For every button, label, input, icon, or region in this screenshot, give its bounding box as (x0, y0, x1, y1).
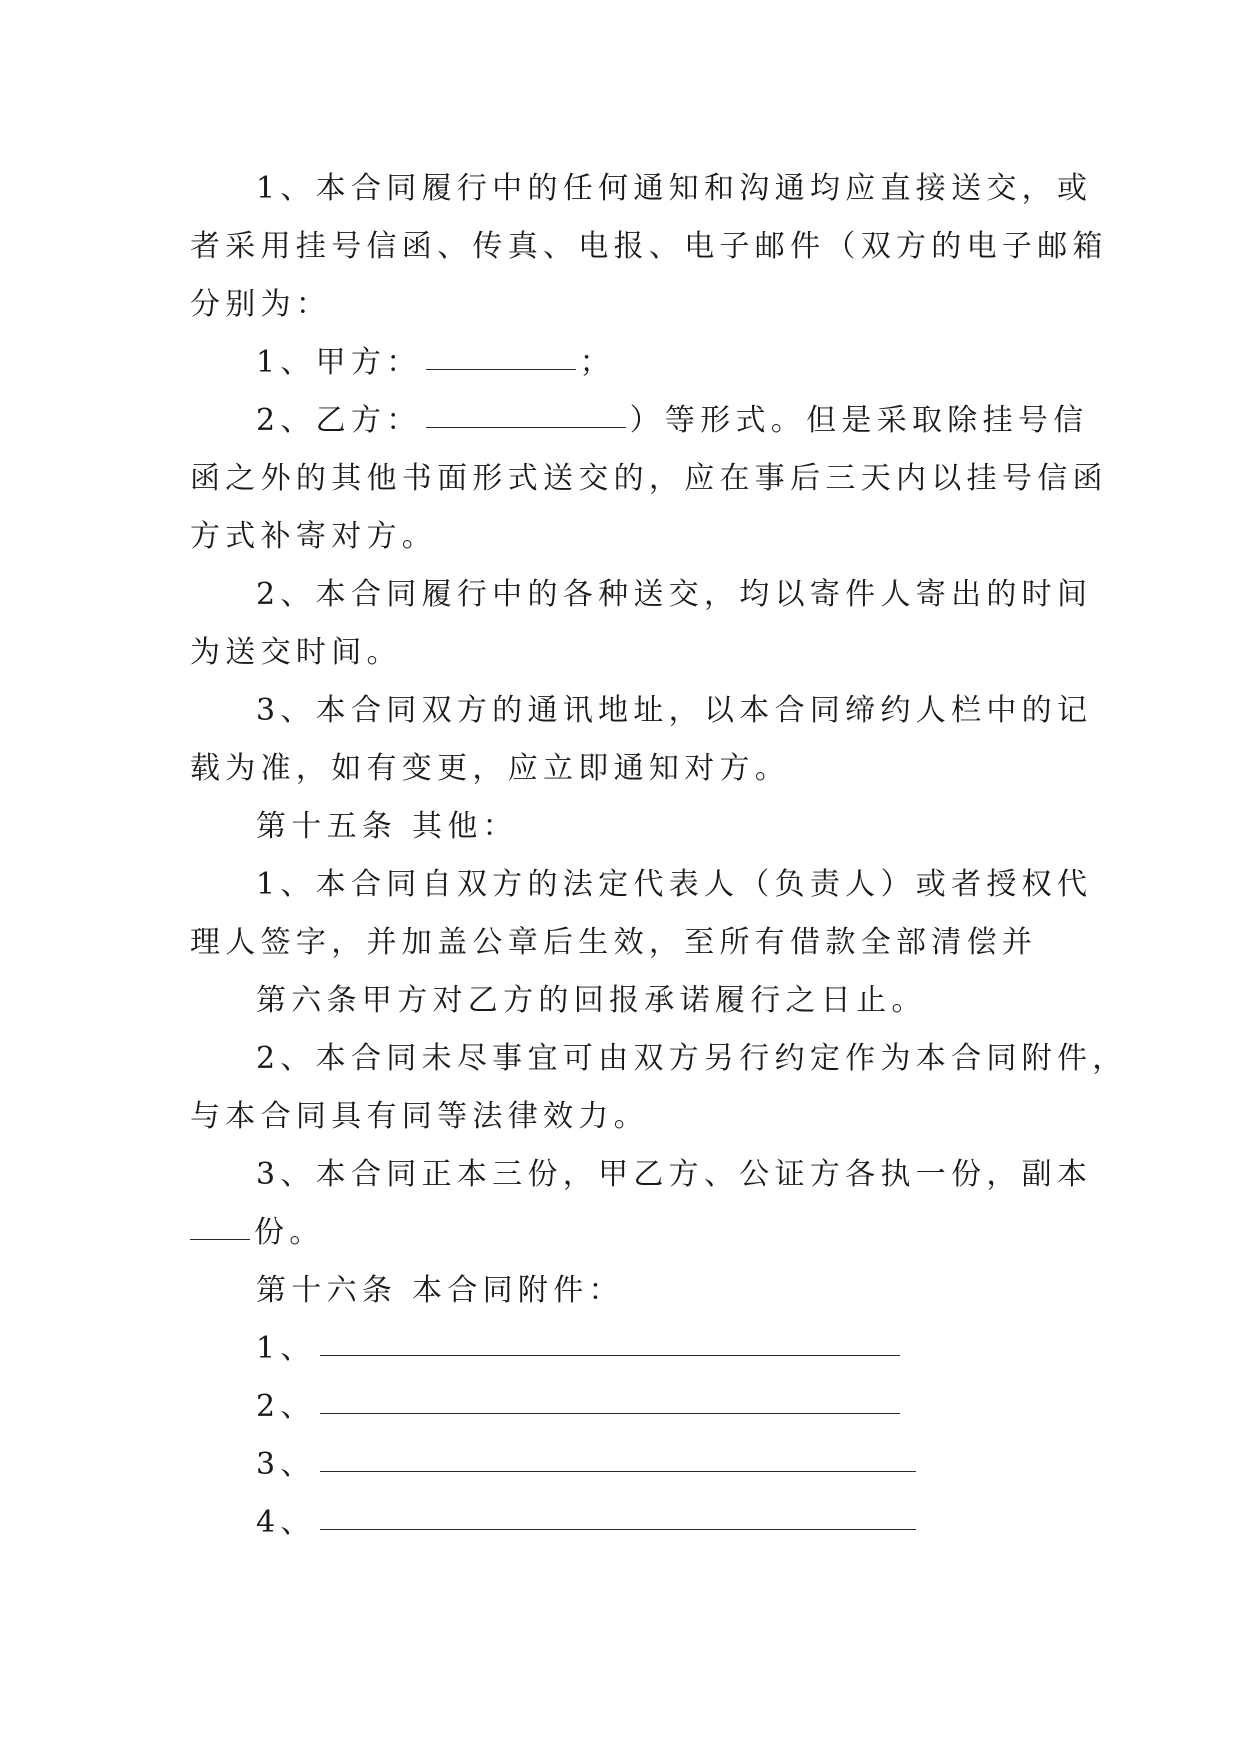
clause-15-3-line-1: 3、本合同正本三份，甲乙方、公证方各执一份，副本 (256, 1157, 1093, 1192)
attachment-2-number: 2、 (256, 1389, 316, 1424)
clause-15-1-line-2: 理人签字，并加盖公章后生效，至所有借款全部清偿并 (190, 925, 1038, 960)
attachment-4-line (190, 1494, 1060, 1552)
clause-15-3-line-2 (190, 1204, 1060, 1262)
party-b-email-blank (426, 397, 626, 428)
article-15-heading: 第十五条 其他： (256, 809, 518, 844)
attachment-3-line (190, 1436, 1060, 1494)
attachment-3-number: 3、 (256, 1447, 316, 1482)
copies-count-blank (190, 1209, 250, 1240)
clause-15-1-line-3: 第六条甲方对乙方的回报承诺履行之日止。 (256, 983, 927, 1018)
clause-14-1-line-2: 者采用挂号信函、传真、电报、电子邮件（双方的电子邮箱 (190, 229, 1108, 264)
party-b-email-line (190, 392, 1089, 450)
clause-15-2-line-1: 2、本合同未尽事宜可由双方另行约定作为本合同附件， (256, 1041, 1128, 1076)
attachment-4-number: 4、 (256, 1505, 316, 1540)
attachment-2-line (190, 1378, 1060, 1436)
clause-14-3-line-2: 载为准，如有变更，应立即通知对方。 (190, 751, 791, 786)
party-a-email-line (190, 334, 1060, 392)
attachment-3-blank (320, 1441, 916, 1472)
clause-14-3-line-1: 3、本合同双方的通讯地址，以本合同缔约人栏中的记 (256, 693, 1093, 728)
contract-body (190, 160, 1128, 1552)
party-a-email-blank (426, 339, 576, 370)
attachment-4-blank (320, 1499, 916, 1530)
party-a-label: 1、甲方： (256, 345, 422, 380)
article-16-heading: 第十六条 本合同附件： (256, 1273, 624, 1308)
attachment-2-blank (320, 1383, 900, 1414)
clause-14-2-line-1: 2、本合同履行中的各种送交，均以寄件人寄出的时间 (256, 577, 1093, 612)
clause-14-2-line-2: 为送交时间。 (190, 635, 402, 670)
clause-14-1-line-7: 方式补寄对方。 (190, 519, 438, 554)
clause-14-1-line-6: 函之外的其他书面形式送交的，应在事后三天内以挂号信函 (190, 461, 1108, 496)
attachment-1-number: 1、 (256, 1331, 316, 1366)
clause-14-1-line-1: 1、本合同履行中的任何通知和沟通均应直接送交，或 (256, 171, 1093, 206)
copies-suffix: 份。 (254, 1215, 325, 1250)
party-b-label: 2、乙方： (256, 403, 422, 438)
clause-15-1-line-1: 1、本合同自双方的法定代表人（负责人）或者授权代 (256, 867, 1093, 902)
party-b-suffix: ）等形式。但是采取除挂号信 (629, 403, 1089, 438)
clause-14-1-line-3: 分别为： (190, 287, 332, 322)
attachment-1-blank (320, 1325, 900, 1356)
attachment-1-line (190, 1320, 1060, 1378)
clause-15-2-line-2: 与本合同具有同等法律效力。 (190, 1099, 649, 1134)
party-a-semicolon: ； (579, 345, 615, 380)
